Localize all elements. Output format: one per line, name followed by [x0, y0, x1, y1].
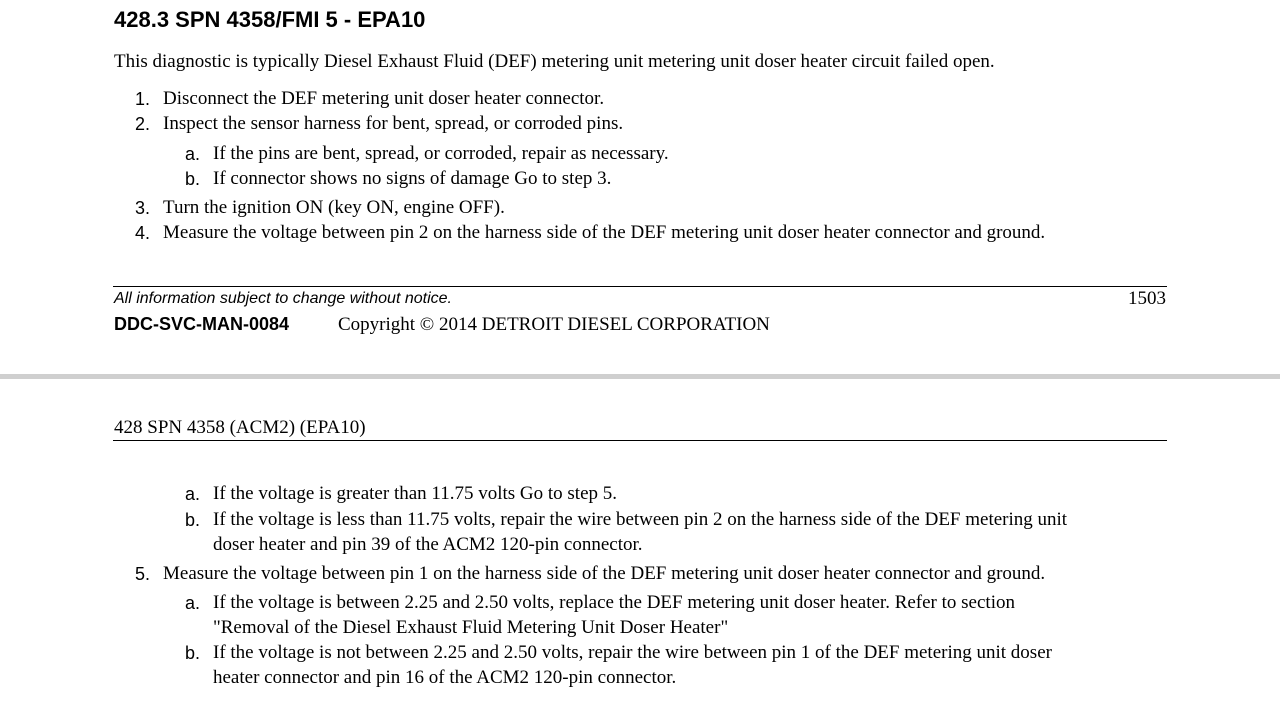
- substep-text-continued: doser heater and pin 39 of the ACM2 120-pin connector.: [213, 534, 643, 555]
- substep-text: If the voltage is greater than 11.75 volts Go to step 5.: [213, 483, 618, 504]
- step-text: Measure the voltage between pin 2 on the harness side of the DEF metering unit doser heater connector and ground.: [163, 222, 1046, 243]
- page-number: 1503: [1128, 288, 1166, 309]
- substep-letter: b.: [184, 169, 200, 189]
- substep-text: If the voltage is between 2.25 and 2.50 volts, replace the DEF metering unit doser heater. Refer to section: [213, 592, 1015, 613]
- step-text: Measure the voltage between pin 1 on the harness side of the DEF metering unit doser heater connector and ground.: [163, 563, 1046, 584]
- copyright-notice: Copyright © 2014 DETROIT DIESEL CORPORATION: [338, 314, 770, 335]
- section-heading: 428.3 SPN 4358/FMI 5 - EPA10: [114, 7, 426, 32]
- substep-letter: b.: [184, 643, 200, 663]
- step-text: Inspect the sensor harness for bent, spread, or corroded pins.: [163, 113, 624, 134]
- substep-letter: b.: [184, 510, 200, 530]
- substep-letter: a.: [184, 144, 200, 164]
- page-separator: [0, 374, 1280, 379]
- substep-letter: a.: [184, 593, 200, 613]
- step-text: Disconnect the DEF metering unit doser heater connector.: [163, 88, 605, 109]
- substep-text: If the pins are bent, spread, or corroded, repair as necessary.: [213, 143, 669, 164]
- substep-text-continued: heater connector and pin 16 of the ACM2 120-pin connector.: [213, 667, 677, 688]
- footer-rule: [113, 286, 1167, 287]
- step-number: 3.: [134, 198, 150, 218]
- step-number: 1.: [134, 89, 150, 109]
- substep-text-continued: "Removal of the Diesel Exhaust Fluid Metering Unit Doser Heater": [213, 617, 729, 638]
- intro-paragraph: This diagnostic is typically Diesel Exhaust Fluid (DEF) metering unit metering unit doser heater circuit failed open.: [114, 51, 995, 72]
- substep-text: If the voltage is less than 11.75 volts, repair the wire between pin 2 on the harness side of the DEF metering unit: [213, 509, 1068, 530]
- substep-letter: a.: [184, 484, 200, 504]
- header-rule: [113, 440, 1167, 441]
- running-header: 428 SPN 4358 (ACM2) (EPA10): [114, 417, 366, 438]
- substep-text: If the voltage is not between 2.25 and 2.50 volts, repair the wire between pin 1 of the DEF metering unit doser: [213, 642, 1052, 663]
- document-id: DDC-SVC-MAN-0084: [114, 314, 290, 334]
- substep-text: If connector shows no signs of damage Go to step 3.: [213, 168, 612, 189]
- footer-notice: All information subject to change without notice.: [114, 290, 452, 307]
- step-number: 5.: [134, 564, 150, 584]
- step-text: Turn the ignition ON (key ON, engine OFF).: [163, 197, 505, 218]
- step-number: 2.: [134, 114, 150, 134]
- step-number: 4.: [134, 223, 150, 243]
